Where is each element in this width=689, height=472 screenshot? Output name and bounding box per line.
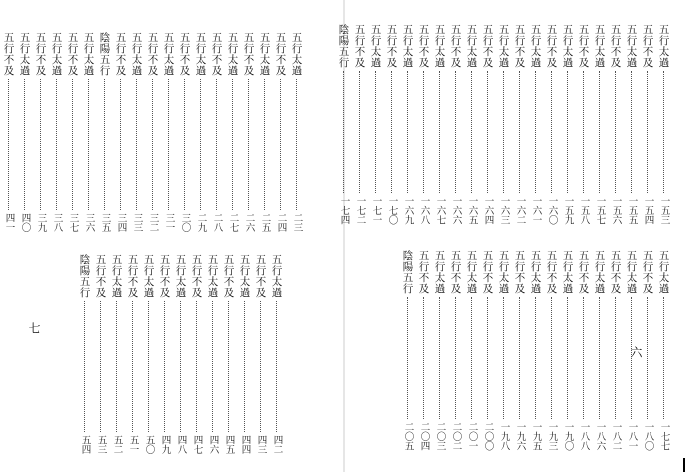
toc-entry-page: 一六四 [482,195,494,224]
toc-leader-dots [599,71,600,193]
toc-entry [528,24,543,224]
toc-entry-title: 五行不及 [609,24,622,68]
toc-entry [480,24,495,224]
toc-leader-dots [136,79,137,210]
toc-entry [209,32,224,232]
toc-leader-dots [423,71,424,193]
toc-entry-title: 五行太過 [290,32,303,76]
toc-leader-dots [264,79,265,210]
toc-entry [221,254,236,454]
toc-entry-page: 三六 [83,213,95,232]
toc-entry-page: 四九 [159,435,171,454]
toc-entry-page: 三九 [35,213,47,232]
toc-entry-page: 一六五 [466,195,478,224]
toc-entry-page: 一七四 [338,195,350,224]
toc-entry-title: 五行太過 [162,32,175,76]
toc-entry [1,32,16,232]
toc-entry-title: 五行不及 [449,250,462,294]
toc-entry-title: 五行不及 [577,250,590,294]
toc-entry-page: 一六三 [498,195,510,224]
toc-entry-title: 陰陽五行 [401,250,414,294]
toc-entry-title: 五行太過 [82,32,95,76]
toc-entry-page: 四〇 [19,213,31,232]
toc-entry-title: 五行不及 [417,24,430,68]
toc-leader-dots [583,71,584,193]
toc-entry-title: 五行不及 [385,24,398,68]
toc-entry [141,254,156,454]
toc-leader-dots [56,79,57,210]
toc-entry-title: 五行太過 [433,250,446,294]
toc-entry-page: 五一 [127,435,139,454]
toc-leader-dots [244,301,245,432]
toc-entry-title: 五行不及 [545,250,558,294]
right-page [337,0,689,472]
toc-entry-page: 一五六 [610,195,622,224]
toc-leader-dots [200,79,201,210]
toc-entry-title: 五行不及 [94,254,107,298]
toc-entry-page: 一五九 [562,195,574,224]
toc-leader-dots [615,71,616,193]
toc-entry-title: 五行不及 [577,24,590,68]
toc-entry-page: 三二 [147,213,159,232]
toc-entry-page: 二八 [211,213,223,232]
toc-entry [512,24,527,224]
toc-entry-page: 二〇一 [466,421,478,450]
toc-entry [416,24,431,224]
toc-leader-dots [407,71,408,193]
toc-entry [157,254,172,454]
toc-entry [432,250,447,450]
toc-entry [448,250,463,450]
toc-leader-dots [583,297,584,419]
toc-entry [400,24,415,224]
toc-leader-dots [663,297,664,419]
toc-leader-dots [455,71,456,193]
toc-entry [49,32,64,232]
toc-leader-dots [276,301,277,432]
toc-entry-page: 四五 [223,435,235,454]
toc-leader-dots [232,79,233,210]
toc-entry [77,254,92,454]
toc-leader-dots [631,71,632,193]
toc-leader-dots [567,297,568,419]
toc-leader-dots [196,301,197,432]
toc-entry-page: 二〇〇 [482,421,494,450]
toc-leader-dots [471,71,472,193]
toc-leader-dots [120,79,121,210]
toc-entry-page: 一九八 [498,421,510,450]
toc-entry-title: 五行太過 [142,254,155,298]
toc-entry-title: 五行不及 [190,254,203,298]
toc-entry [640,24,655,224]
toc-entry [624,24,639,224]
toc-entry-title: 五行太過 [657,250,670,294]
toc-entry [145,32,160,232]
right-folio: 六 [629,346,643,358]
toc-entry [109,254,124,454]
toc-entry-title: 陰陽五行 [98,32,111,76]
toc-entry [161,32,176,232]
toc-entry-page: 二五 [259,213,271,232]
toc-entry [608,250,623,450]
toc-entry-title: 五行太過 [110,254,123,298]
toc-entry-page: 一六八 [418,195,430,224]
toc-entry-page: 三〇 [179,213,191,232]
toc-entry-page: 一五八 [578,195,590,224]
toc-leader-dots [391,71,392,193]
toc-entry [464,250,479,450]
toc-entry-title: 五行太過 [174,254,187,298]
left-upper-band [1,32,304,232]
toc-entry [432,24,447,224]
toc-entry-page: 一七一 [370,195,382,224]
toc-entry [448,24,463,224]
toc-entry [384,24,399,224]
toc-entry [512,250,527,450]
left-folio: 七 [27,322,41,334]
toc-leader-dots [260,301,261,432]
toc-entry [544,24,559,224]
toc-entry [65,32,80,232]
toc-entry-page: 二〇五 [402,421,414,450]
toc-entry [253,254,268,454]
toc-entry [400,250,415,450]
toc-entry-title: 五行不及 [609,250,622,294]
toc-entry-page: 二九 [195,213,207,232]
toc-leader-dots [503,297,504,419]
toc-entry-title: 五行太過 [238,254,251,298]
toc-entry [93,254,108,454]
toc-entry-page: 一八一 [626,421,638,450]
toc-entry [336,24,351,224]
toc-entry-title: 五行不及 [158,254,171,298]
toc-leader-dots [296,79,297,210]
toc-entry-title: 五行不及 [126,254,139,298]
toc-entry [496,24,511,224]
toc-leader-dots [164,301,165,432]
toc-leader-dots [663,71,664,193]
toc-entry [368,24,383,224]
toc-entry-title: 五行太過 [226,32,239,76]
toc-entry-title: 五行不及 [178,32,191,76]
toc-entry [544,250,559,450]
toc-entry [17,32,32,232]
toc-leader-dots [551,71,552,193]
toc-entry-page: 三一 [163,213,175,232]
toc-entry-page: 一六一 [530,195,542,224]
toc-entry-page: 一九三 [546,421,558,450]
toc-entry-title: 五行不及 [146,32,159,76]
right-upper-band [336,24,671,224]
toc-entry-title: 五行太過 [593,24,606,68]
toc-entry-page: 二〇三 [434,421,446,450]
toc-entry-title: 五行不及 [34,32,47,76]
toc-entry-page: 三八 [51,213,63,232]
toc-entry [177,32,192,232]
toc-leader-dots [487,297,488,419]
toc-entry-title: 陰陽五行 [337,24,350,68]
toc-entry [528,250,543,450]
toc-entry-title: 五行不及 [242,32,255,76]
toc-leader-dots [212,301,213,432]
toc-entry [560,250,575,450]
toc-entry [464,24,479,224]
toc-entry-page: 一六九 [402,195,414,224]
toc-entry [656,24,671,224]
toc-leader-dots [132,301,133,432]
toc-entry-page: 一六七 [434,195,446,224]
toc-entry-page: 一七〇 [386,195,398,224]
toc-leader-dots [8,79,9,210]
toc-entry-page: 一七二 [354,195,366,224]
toc-entry [592,250,607,450]
toc-entry [125,254,140,454]
toc-leader-dots [152,79,153,210]
toc-entry-page: 四四 [239,435,251,454]
toc-entry-page: 五四 [79,435,91,454]
toc-leader-dots [535,71,536,193]
toc-entry-page: 二〇二 [450,421,462,450]
toc-entry-title: 五行太過 [657,24,670,68]
toc-leader-dots [88,79,89,210]
toc-entry-title: 五行太過 [194,32,207,76]
toc-entry-title: 五行太過 [206,254,219,298]
toc-leader-dots [503,71,504,193]
toc-entry [33,32,48,232]
page-edge-marker [683,458,685,472]
toc-entry [352,24,367,224]
toc-entry-page: 一八二 [610,421,622,450]
toc-entry-title: 五行不及 [449,24,462,68]
toc-entry-page: 二六 [243,213,255,232]
toc-entry-page: 一六六 [450,195,462,224]
toc-entry-page: 二七 [227,213,239,232]
toc-entry-title: 五行太過 [497,250,510,294]
toc-leader-dots [148,301,149,432]
toc-entry-title: 五行不及 [641,24,654,68]
toc-leader-dots [84,301,85,432]
toc-entry [576,250,591,450]
toc-entry-title: 五行不及 [222,254,235,298]
toc-leader-dots [280,79,281,210]
toc-entry-title: 五行不及 [481,24,494,68]
toc-entry-page: 一七七 [658,421,670,450]
toc-entry-page: 一八〇 [642,421,654,450]
toc-entry-title: 五行不及 [481,250,494,294]
toc-entry-title: 五行太過 [258,32,271,76]
toc-entry [97,32,112,232]
toc-entry [656,250,671,450]
toc-entry-page: 四二 [271,435,283,454]
toc-leader-dots [116,301,117,432]
toc-entry [205,254,220,454]
toc-leader-dots [471,297,472,419]
toc-leader-dots [72,79,73,210]
toc-leader-dots [455,297,456,419]
toc-entry-page: 一六二 [514,195,526,224]
toc-entry-title: 五行不及 [254,254,267,298]
toc-entry-title: 五行太過 [561,250,574,294]
toc-entry [189,254,204,454]
toc-entry-page: 一五三 [658,195,670,224]
toc-entry-page: 四七 [191,435,203,454]
toc-leader-dots [100,301,101,432]
toc-leader-dots [519,297,520,419]
toc-entry-title: 五行不及 [417,250,430,294]
toc-leader-dots [519,71,520,193]
toc-entry [241,32,256,232]
toc-leader-dots [359,71,360,193]
toc-entry-title: 五行不及 [513,24,526,68]
toc-entry-title: 五行太過 [50,32,63,76]
toc-entry [173,254,188,454]
toc-entry-page: 一八六 [594,421,606,450]
toc-entry-title: 五行太過 [529,24,542,68]
toc-leader-dots [439,297,440,419]
toc-entry [273,32,288,232]
toc-entry-title: 五行太過 [529,250,542,294]
toc-entry-page: 四六 [207,435,219,454]
toc-leader-dots [168,79,169,210]
toc-entry-page: 四八 [175,435,187,454]
toc-entry-page: 三三 [131,213,143,232]
toc-leader-dots [647,71,648,193]
toc-entry-title: 五行太過 [270,254,283,298]
toc-entry-title: 五行不及 [114,32,127,76]
toc-entry-page: 一九五 [530,421,542,450]
toc-entry-page: 一五七 [594,195,606,224]
toc-entry [81,32,96,232]
toc-entry-title: 五行不及 [66,32,79,76]
toc-entry [193,32,208,232]
toc-entry [592,24,607,224]
toc-leader-dots [24,79,25,210]
toc-leader-dots [216,79,217,210]
toc-entry-page: 三四 [115,213,127,232]
toc-entry-page: 三七 [67,213,79,232]
toc-entry [129,32,144,232]
toc-entry [576,24,591,224]
toc-entry-page: 二三 [291,213,303,232]
toc-leader-dots [567,71,568,193]
toc-leader-dots [615,297,616,419]
toc-entry-page: 一九〇 [562,421,574,450]
toc-entry [608,24,623,224]
toc-entry [237,254,252,454]
toc-entry-title: 五行不及 [210,32,223,76]
toc-entry-title: 五行太過 [433,24,446,68]
toc-entry-title: 五行太過 [465,24,478,68]
toc-entry-page: 五〇 [143,435,155,454]
toc-entry-page: 二四 [275,213,287,232]
toc-leader-dots [407,297,408,419]
toc-entry-title: 五行不及 [274,32,287,76]
toc-leader-dots [423,297,424,419]
toc-entry-title: 五行不及 [641,250,654,294]
toc-leader-dots [599,297,600,419]
toc-leader-dots [439,71,440,193]
toc-leader-dots [535,297,536,419]
toc-leader-dots [487,71,488,193]
toc-entry-page: 二〇四 [418,421,430,450]
toc-entry-page: 一九六 [514,421,526,450]
toc-entry-title: 五行不及 [2,32,15,76]
toc-entry-page: 五二 [111,435,123,454]
toc-entry-title: 五行太過 [401,24,414,68]
toc-entry [289,32,304,232]
toc-leader-dots [343,71,344,193]
toc-leader-dots [248,79,249,210]
toc-entry-page: 一六〇 [546,195,558,224]
toc-entry-page: 三五 [99,213,111,232]
toc-entry-title: 五行太過 [497,24,510,68]
toc-leader-dots [551,297,552,419]
toc-entry-page: 四三 [255,435,267,454]
toc-entry-title: 五行太過 [625,250,638,294]
toc-entry-page: 一五五 [626,195,638,224]
toc-entry-title: 五行太過 [625,24,638,68]
toc-leader-dots [228,301,229,432]
toc-leader-dots [180,301,181,432]
toc-entry-title: 陰陽五行 [78,254,91,298]
toc-entry-title: 五行太過 [130,32,143,76]
toc-entry-page: 四一 [3,213,15,232]
toc-entry [416,250,431,450]
toc-entry-page: 一五四 [642,195,654,224]
toc-leader-dots [647,297,648,419]
toc-entry-title: 五行不及 [545,24,558,68]
toc-entry [480,250,495,450]
toc-entry [560,24,575,224]
toc-entry-title: 五行不及 [353,24,366,68]
toc-entry-page: 一八八 [578,421,590,450]
toc-entry-title: 五行太過 [561,24,574,68]
toc-leader-dots [184,79,185,210]
toc-entry-title: 五行太過 [465,250,478,294]
toc-leader-dots [375,71,376,193]
toc-leader-dots [104,79,105,210]
toc-entry [257,32,272,232]
toc-entry-title: 五行不及 [513,250,526,294]
toc-entry [113,32,128,232]
left-lower-band [77,254,284,454]
toc-entry [269,254,284,454]
toc-entry [225,32,240,232]
toc-entry-page: 五三 [95,435,107,454]
toc-entry [496,250,511,450]
toc-entry-title: 五行太過 [18,32,31,76]
toc-entry-title: 五行太過 [369,24,382,68]
left-page [0,0,344,472]
toc-leader-dots [40,79,41,210]
toc-entry-title: 五行太過 [593,250,606,294]
